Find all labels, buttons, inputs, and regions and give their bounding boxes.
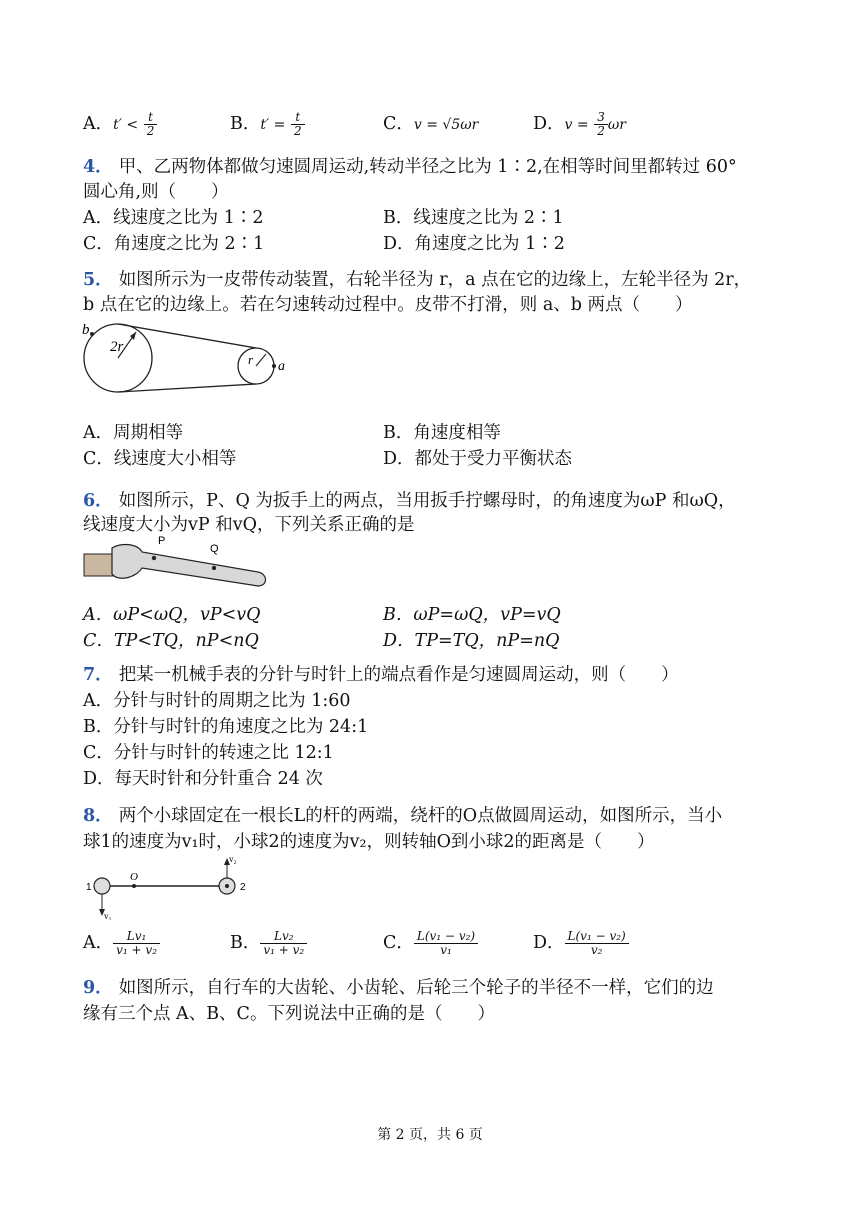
pivot-o [132,884,136,888]
q6-stem-line1: 6． 如图所示，P、Q 为扳手上的两点，当用扳手拧螺母时，的角速度为ωP 和ωQ， [83,491,736,511]
q5-option-d: D．都处于受力平衡状态 [383,449,573,469]
label-o: O [130,871,138,883]
q4-option-d: D．角速度之比为 1∶2 [383,234,565,254]
rod-balls-figure [82,852,262,920]
q6-option-d: D．TP=TQ，nP=nQ [383,631,560,651]
q5-stem-line2: b 点在它的边缘上。若在匀速转动过程中。皮带不打滑，则 a、b 两点（ ） [83,295,693,315]
q4-option-b: B．线速度之比为 2∶1 [383,208,564,228]
q7-stem-line1: 7． 把某一机械手表的分针与时针上的端点看作是匀速圆周运动，则（ ） [83,665,679,685]
q9-stem-line2: 缘有三个点 A、B、C。下列说法中正确的是（ ） [83,1004,495,1024]
q7-option-b: B．分针与时针的角速度之比为 24:1 [83,717,369,737]
q4-stem-line1: 4． 甲、乙两物体都做匀速圆周运动,转动半径之比为 1∶2,在相等时间里都转过 60° [83,157,737,177]
fraction: $\frac{t}{2}$ [144,111,158,138]
wrench-figure [82,534,272,592]
q6-option-b: B．ωP=ωQ，vP=vQ [383,605,561,625]
label-q: Q [210,543,219,555]
fraction: $\frac{\text{L(v₁ − v₂)}}{\text{v₂}}$ [565,930,629,957]
q3-option-b: B．t′ = $\frac{t}{2}$ [230,111,305,138]
q7-option-d: D．每天时针和分针重合 24 次 [83,769,323,789]
label-ball-1: 1 [86,882,92,893]
label-r: r [248,352,254,367]
q6-option-a: A．ωP<ωQ，vP<vQ [83,605,261,625]
q3-option-c: C．v = √5ωr [383,114,479,134]
q3-option-a: A．t′ < $\frac{t}{2}$ [83,111,157,138]
q4-stem-line2: 圆心角,则（ ） [83,182,229,202]
q5-option-a: A．周期相等 [83,423,184,443]
label-v1: v₁ [104,911,112,920]
fraction: $\frac{\text{Lv₁}}{\text{v₁ + v₂}}$ [113,930,160,957]
ball-1 [94,878,110,894]
q8-stem-line2: 球1的速度为v₁时，小球2的速度为v₂，则转轴O到小球2的距离是（ ） [83,832,655,852]
q8-option-c: C． $\frac{\text{L(v₁ − v₂)}}{\text{v₁}}$ [383,930,478,957]
q5-option-c: C．线速度大小相等 [83,449,237,469]
belt-pulley-figure [80,318,300,400]
small-radius-arrow [256,354,266,366]
belt-top [118,324,256,348]
q4-option-c: C．角速度之比为 2∶1 [83,234,265,254]
point-q [212,566,216,570]
page-footer: 第 2 页，共 6 页 [377,1127,483,1143]
q8-option-a: A． $\frac{\text{Lv₁}}{\text{v₁ + v₂}}$ [83,930,160,957]
q6-option-c: C．TP<TQ，nP<nQ [83,631,259,651]
q5-option-b: B．角速度相等 [383,423,501,443]
point-a [272,364,276,368]
q8-stem-line1: 8． 两个小球固定在一根长L的杆的两端，绕杆的O点做圆周运动，如图所示，当小 [83,806,723,826]
q7-option-a: A．分针与时针的周期之比为 1:60 [83,691,351,711]
fraction: $\frac{\text{Lv₂}}{\text{v₁ + v₂}}$ [260,930,307,957]
q5-stem-line1: 5． 如图所示为一皮带传动装置，右轮半径为 r，a 点在它的边缘上，左轮半径为 2r， [83,270,752,290]
q3-option-d: D．v = $\frac{3}{2}$ ωr [533,110,626,138]
label-p: P [158,535,166,547]
fraction: $\frac{\text{L(v₁ − v₂)}}{\text{v₁}}$ [414,930,478,957]
point-p [152,556,156,560]
label-a: a [278,359,285,374]
wrench-body [112,545,266,586]
label-2r: 2r [110,339,124,355]
q7-option-c: C．分针与时针的转速之比 12:1 [83,743,334,763]
q4-option-a: A．线速度之比为 1∶2 [83,208,264,228]
q9-stem-line1: 9． 如图所示，自行车的大齿轮、小齿轮、后轮三个轮子的半径不一样，它们的边 [83,978,714,998]
label-v2: v₂ [229,854,237,864]
point-b [90,332,94,336]
q6-stem-line2: 线速度大小为vP 和vQ，下列关系正确的是 [83,515,415,535]
fraction: $\frac{3}{2}$ [594,111,608,138]
q8-option-b: B． $\frac{\text{Lv₂}}{\text{v₁ + v₂}}$ [230,930,307,957]
label-b: b [82,322,90,338]
fraction: $\frac{t}{2}$ [291,111,305,138]
q8-option-d: D． $\frac{\text{L(v₁ − v₂)}}{\text{v₂}}$ [533,930,629,957]
label-ball-2: 2 [240,882,246,893]
